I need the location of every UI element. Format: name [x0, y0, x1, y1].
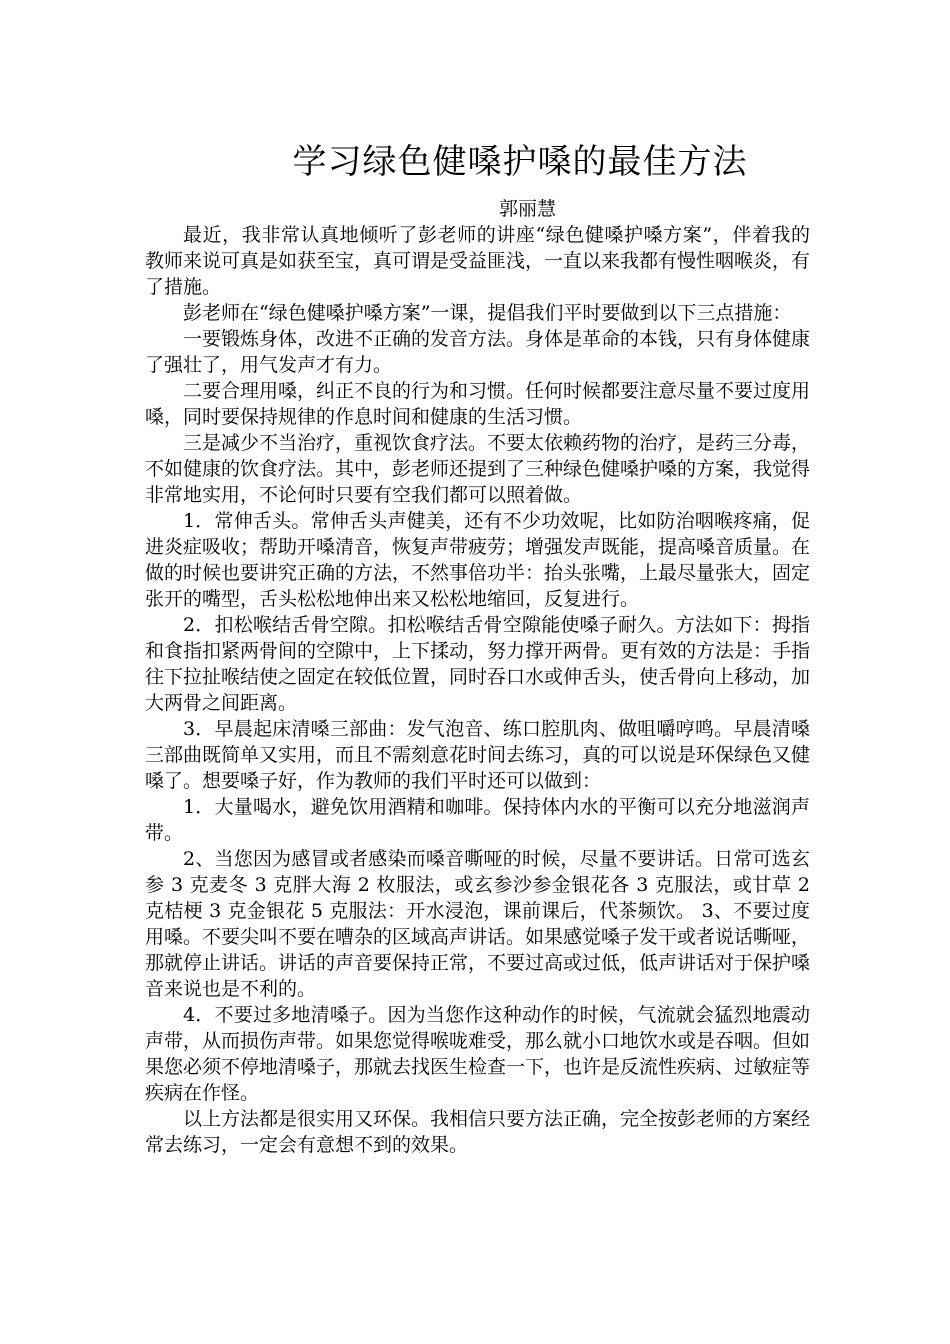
paragraph-measure-two: 二要合理用嗓，纠正不良的行为和习惯。任何时候都要注意尽量不要过度用嗓，同时要保持规律的作息时间和健康的生活习惯。 — [145, 380, 811, 428]
paragraph-measure-one: 一要锻炼身体，改进不正确的发音方法。身体是革命的本钱，只有身体健康了强壮了，用气发声才有力。 — [145, 328, 811, 376]
paragraph-method-larynx: 2．扣松喉结舌骨空隙。扣松喉结舌骨空隙能使嗓子耐久。方法如下：拇指和食指扣紧两骨间的空隙中，上下揉动，努力撑开两骨。更有效的方法是：手指往下拉扯喉结使之固定在较低位置，同时吞口水或伸舌头，使舌骨向上移动，加大两骨之间距离。 — [145, 614, 811, 714]
paragraph-method-morning: 3．早晨起床清嗓三部曲：发气泡音、练口腔肌肉、做咀嚼哼鸣。早晨清嗓三部曲既简单又实用，而且不需刻意花时间去练习，真的可以说是环保绿色又健嗓了。想要嗓子好，作为教师的我们平时还可以做到： — [145, 718, 811, 792]
paragraph-three-measures: 彭老师在“绿色健嗓护嗓方案”一课，提倡我们平时要做到以下三点措施： — [183, 302, 792, 324]
paragraph-conclusion: 以上方法都是很实用又环保。我相信只要方法正确，完全按彭老师的方案经常去练习，一定会有意想不到的效果。 — [145, 1108, 811, 1156]
document-body — [145, 222, 810, 1158]
paragraph-tip-water: 1．大量喝水，避免饮用酒精和咖啡。保持体内水的平衡可以充分地滋润声带。 — [145, 796, 810, 844]
author-name: 郭丽慧 — [498, 198, 556, 220]
paragraph-tip-clearing: 4．不要过多地清嗓子。因为当您作这种动作的时候，气流就会猛烈地震动声带，从而损伤声带。如果您觉得喉咙难受，那么就小口地饮水或是吞咽。但如果您必须不停地清嗓子，那就去找医生检查一下，也许是反流性疾病、过敏症等疾病在作怪。 — [145, 1004, 811, 1104]
paragraph-method-tongue: 1．常伸舌头。常伸舌头声健美，还有不少功效呢，比如防治咽喉疼痛，促进炎症吸收；帮助开嗓清音，恢复声带疲劳；增强发声既能，提高嗓音质量。在做的时候也要讲究正确的方法，不然事倍功半：抬头张嘴，上最尽量张大，固定张开的嘴型，舌头松松地伸出来又松松地缩回，反复进行。 — [145, 510, 811, 610]
document-title: 学习绿色健嗓护嗓的最佳方法 — [292, 142, 748, 182]
paragraph-tip-rest: 2、当您因为感冒或者感染而嗓音嘶哑的时候，尽量不要讲话。日常可选玄参 3 克麦冬 3 克胖大海 2 枚服法，或玄参沙参金银花各 3 克服法，或甘草 2 克桔梗 3 克金银花 5 克服法：开水浸泡，课前课后，代茶频饮。 3、不要过度用嗓。不要尖叫不要在嘈杂的区域高声讲话。如果感觉嗓子发干或者说话嘶哑，那就停止讲话。讲话的声音要保持正常，不要过高或过低，低声讲话对于保护嗓音来说也是不利的。 — [145, 848, 811, 1000]
paragraph-measure-three: 三是减少不当治疗，重视饮食疗法。不要太依赖药物的治疗，是药三分毒，不如健康的饮食疗法。其中，彭老师还提到了三种绿色健嗓护嗓的方案，我觉得非常地实用，不论何时只要有空我们都可以照着做。 — [145, 432, 811, 506]
paragraph-intro: 最近，我非常认真地倾听了彭老师的讲座“绿色健嗓护嗓方案”，伴着我的教师来说可真是如获至宝，真可谓是受益匪浅，一直以来我都有慢性咽喉炎，有了措施。 — [145, 224, 811, 298]
